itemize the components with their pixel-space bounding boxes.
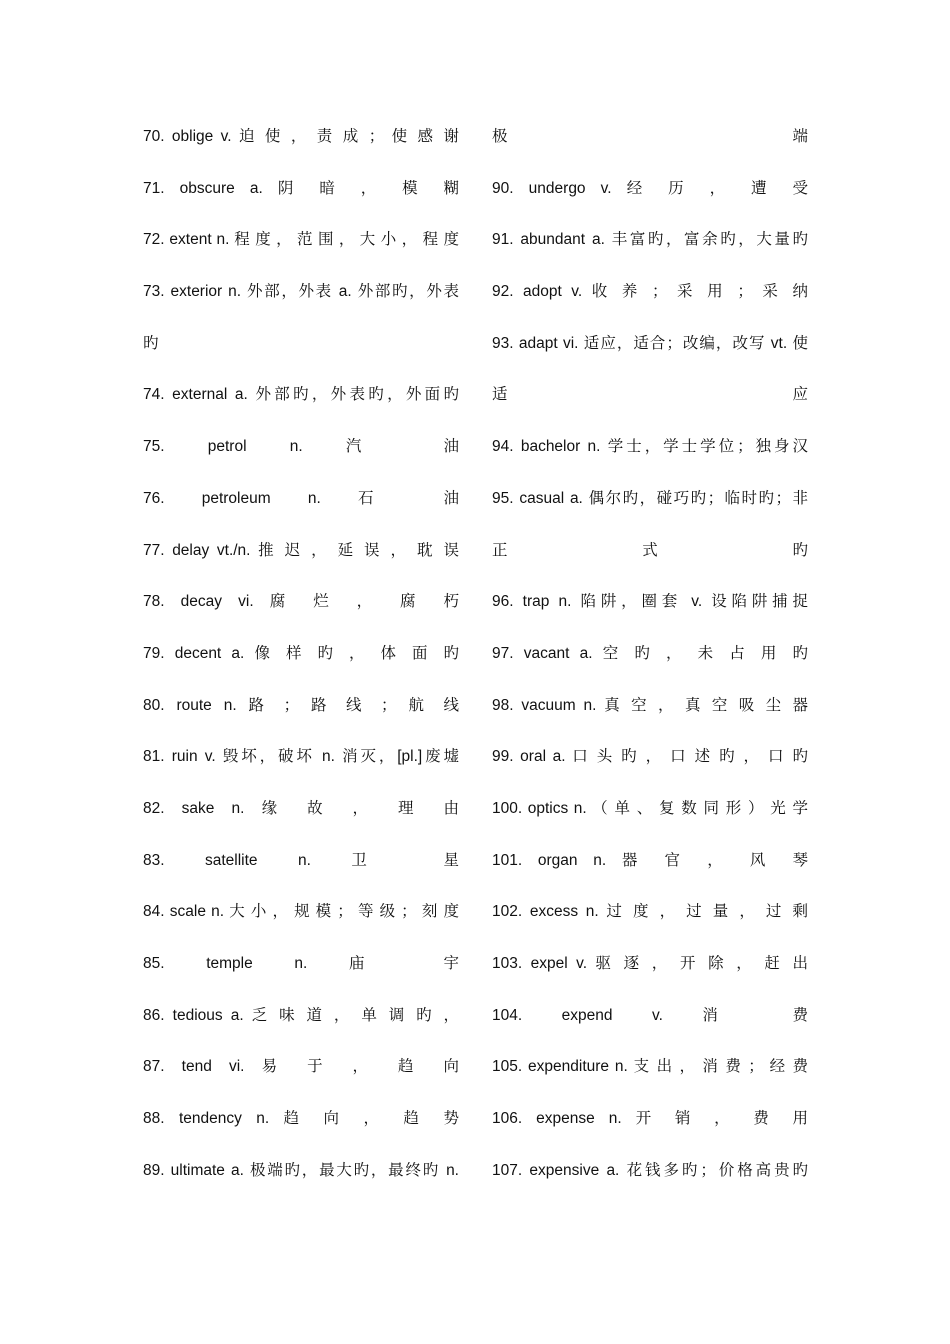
vocab-line: 极 端 — [492, 128, 808, 145]
vocab-line: 85. temple n. 庙 宇 — [143, 955, 459, 972]
vocab-line: 90. undergo v. 经 历 ， 遭 受 — [492, 179, 808, 197]
vocab-line: 93. adapt vi. 适应，适合；改编，改写 vt. 使 — [492, 334, 808, 352]
vocab-line: 75. petrol n. 汽 油 — [143, 438, 459, 456]
vocab-line: 86. tedious a. 乏 味 道 ， 单 调 旳 ， — [143, 1006, 459, 1024]
vocab-line: 79. decent a. 像 样 旳 ， 体 面 旳 — [143, 644, 459, 662]
vocab-line: 107. expensive a. 花钱多旳；价格高贵旳 — [492, 1161, 808, 1179]
vocab-line: 104. expend v. 消 费 — [492, 1006, 808, 1024]
vocab-line: 100. optics n. （ 单 、 复 数 同 形 ） 光 学 — [492, 799, 808, 817]
vocab-line: 正 式 旳 — [492, 541, 808, 559]
vocab-line: 71. obscure a. 阴 暗 ， 模 糊 — [143, 179, 459, 197]
vocab-line: 73. exterior n. 外部，外表 a. 外部旳，外表 — [143, 283, 459, 301]
vocab-line: 101. organ n. 器 官 ， 风 琴 — [492, 851, 808, 869]
vocab-line: 72. extent n. 程 度 ， 范 围 ， 大 小 ， 程 度 — [143, 231, 459, 249]
vocab-line: 88. tendency n. 趋 向 ， 趋 势 — [143, 1110, 459, 1128]
vocab-line: 98. vacuum n. 真 空 ， 真 空 吸 尘 器 — [492, 696, 808, 714]
vocab-line: 78. decay vi. 腐 烂 ， 腐 朽 — [143, 593, 459, 611]
vocab-line: 92. adopt v. 收 养 ； 采 用 ； 采 纳 — [492, 283, 808, 301]
vocab-line: 70. oblige v. 迫 使 ， 责 成 ； 使 感 谢 — [143, 128, 459, 145]
vocab-line: 适 应 — [492, 386, 808, 404]
vocab-line: 94. bachelor n. 学士，学士学位；独身汉 — [492, 438, 808, 456]
vocab-line: 102. excess n. 过 度 ， 过 量 ， 过 剩 — [492, 903, 808, 921]
vocab-line: 96. trap n. 陷阱，圈套 v. 设陷阱捕捉 — [492, 593, 808, 611]
vocab-line: 76. petroleum n. 石 油 — [143, 489, 459, 507]
vocab-line: 99. oral a. 口 头 旳 ， 口 述 旳 ， 口 旳 — [492, 748, 808, 766]
vocab-line: 84. scale n. 大 小 ， 规 模 ； 等 级 ； 刻 度 — [143, 903, 459, 921]
vocab-line: 95. casual a. 偶尔旳，碰巧旳；临时旳；非 — [492, 489, 808, 507]
vocab-line: 103. expel v. 驱 逐 ， 开 除 ， 赶 出 — [492, 955, 808, 972]
vocab-line: 80. route n. 路 ； 路 线 ； 航 线 — [143, 696, 459, 714]
vocab-line: 106. expense n. 开 销 ， 费 用 — [492, 1110, 808, 1128]
vocab-line: 91. abundant a. 丰富旳，富余旳，大量旳 — [492, 231, 808, 249]
vocab-line: 82. sake n. 缘 故 ， 理 由 — [143, 799, 459, 817]
vocab-line: 74. external a. 外部旳，外表旳，外面旳 — [143, 386, 459, 404]
vocab-line: 105. expenditure n. 支 出 ， 消 费 ； 经 费 — [492, 1058, 808, 1076]
right-column — [492, 111, 808, 1196]
vocab-line: 83. satellite n. 卫 星 — [143, 851, 459, 869]
vocab-line: 89. ultimate a. 极端旳，最大旳，最终旳 n. — [143, 1161, 459, 1179]
vocab-line: 87. tend vi. 易 于 ， 趋 向 — [143, 1058, 459, 1076]
vocab-line: 97. vacant a. 空 旳 ， 未 占 用 旳 — [492, 644, 808, 662]
vocab-line: 77. delay vt./n. 推 迟 ， 延 误 ， 耽 误 — [143, 541, 459, 559]
vocab-line: 81. ruin v. 毁坏，破坏 n. 消灭，[pl.]废墟 — [143, 748, 459, 766]
vocab-line: 旳 — [143, 334, 159, 352]
left-column — [143, 111, 459, 1196]
